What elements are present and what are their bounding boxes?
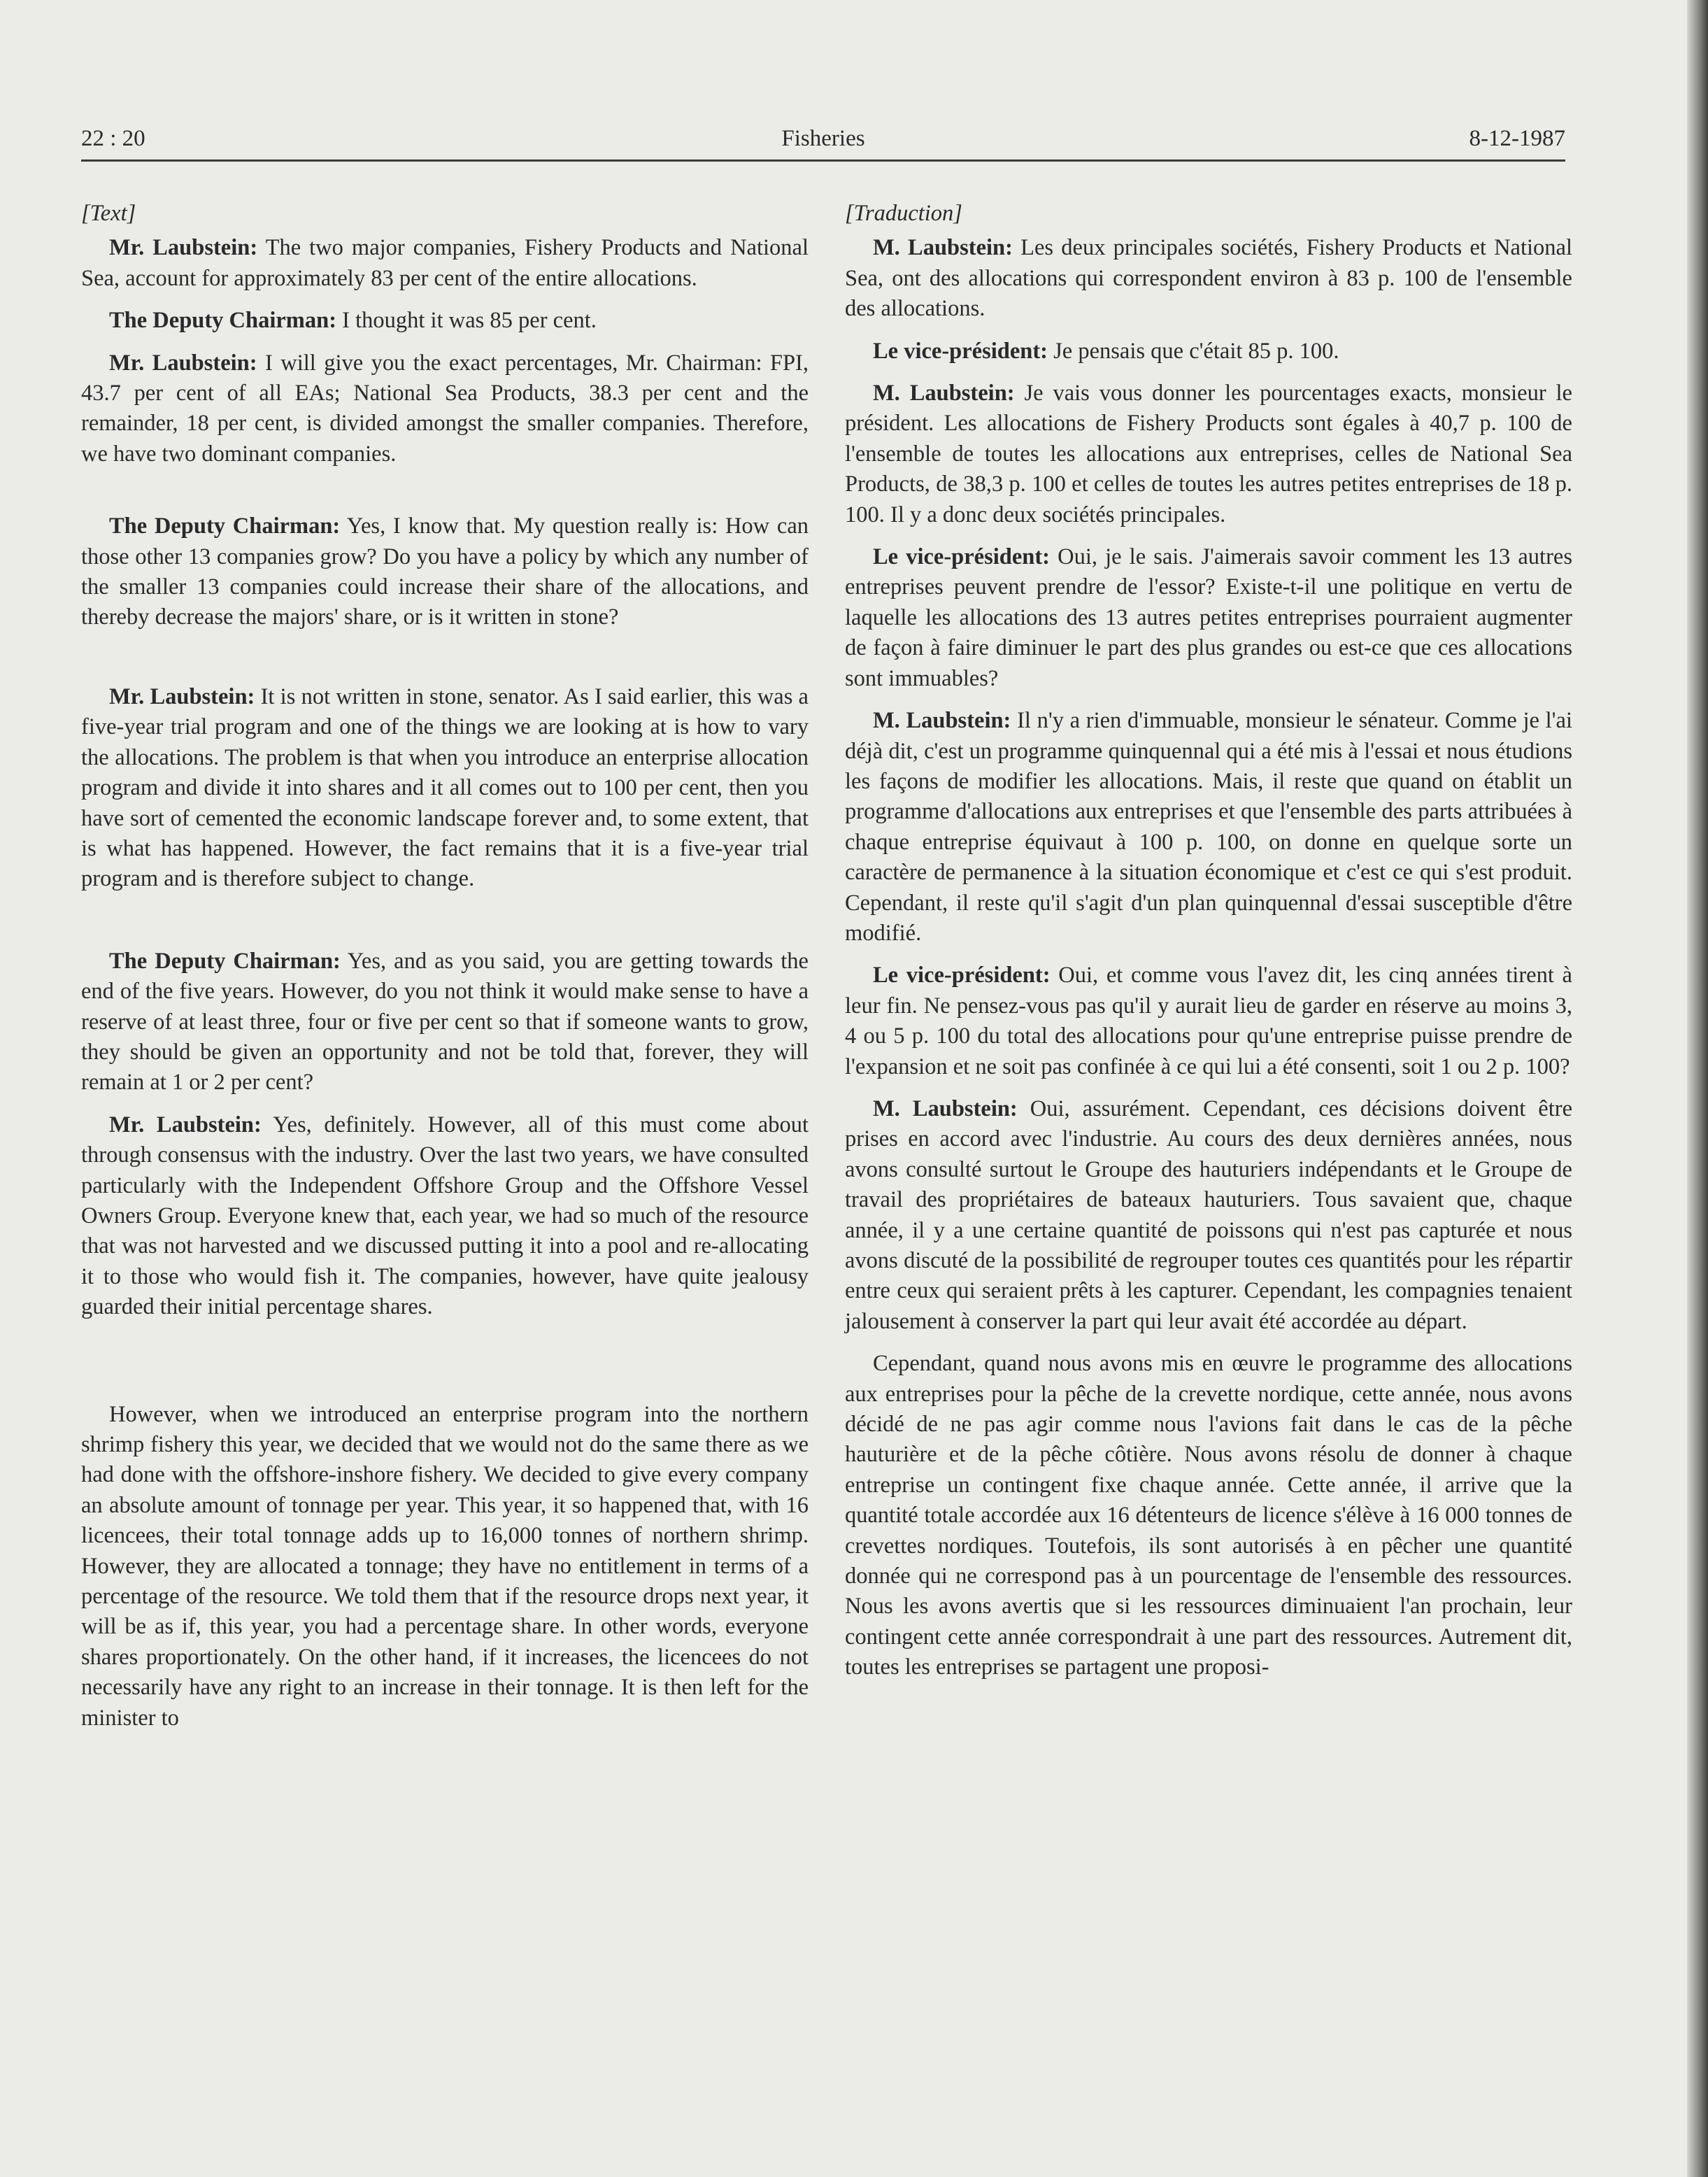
english-column xyxy=(81,199,809,1745)
french-paragraph xyxy=(845,378,1572,530)
speaker-name: M. Laubstein: xyxy=(873,381,1015,406)
english-paragraph xyxy=(81,348,809,470)
english-paragraph xyxy=(81,1110,809,1323)
speech-text: Oui, assurément. Cependant, ces décisions doivent être prises en accord avec l'industrie. Au cours des deux dernières années, nous avons consulté surtout le Groupe des hauturiers indépendants et le Groupe de travail des propriétaires de bateaux hauturiers. Tous savaient que, chaque année, il y a une certaine quantité de poissons qui n'est pas capturée et nous avons discuté de la possibilité de regrouper toutes ces quantités pour les répartir entre ceux qui seraient prêts à les capturer. Cependant, les compagnies tenaient jalousement à conserver la part qui leur avait été accordée au départ. xyxy=(845,1095,1572,1334)
speech-text: Oui, et comme vous l'avez dit, les cinq années tirent à leur fin. Ne pensez-vous pas qu'il y aurait lieu de garder en réserve au moins 3, 4 ou 5 p. 100 du total des allocations pour qu'une entreprise puisse prendre de l'expansion et ne soit pas confinée à ce qui lui a été consenti, soit 1 ou 2 p. 100? xyxy=(845,963,1572,1079)
speaker-name: The Deputy Chairman: xyxy=(109,513,341,539)
text-tag: [Text] xyxy=(81,201,136,226)
header-rule xyxy=(81,159,1565,162)
french-paragraph xyxy=(845,542,1572,694)
speech-text: It is not written in stone, senator. As I said earlier, this was a five-year trial program and one of the things we are looking at is how to vary the allocations. The problem is that when you introduce an enterprise allocation program and divide it into shares and it all comes out to 100 per cent, then you have sort of cemented the economic landscape forever and, to some extent, that is what has happened. However, the fact remains that it is a five-year trial program and is therefore subject to change. xyxy=(81,683,809,892)
french-paragraph xyxy=(845,960,1572,1082)
speech-text: Oui, je le sais. J'aimerais savoir comment les 13 autres entreprises peuvent prendre de l'essor? Existe-t-il une politique en vertu de laquelle les allocations des 13 autres petites entreprises pourraient augmenter de façon à faire diminuer le part des plus grandes ou est-ce que ces allocations sont immuables? xyxy=(845,544,1572,691)
speech-text: Les deux principales sociétés, Fishery Products et National Sea, ont des allocations qui correspondent environ à 83 p. 100 de l'ensemble des allocations. xyxy=(845,235,1572,322)
speaker-name: Mr. Laubstein: xyxy=(109,235,258,261)
speaker-name: Mr. Laubstein: xyxy=(109,1112,262,1137)
french-paragraph xyxy=(845,1349,1572,1682)
speaker-name: The Deputy Chairman: xyxy=(109,948,341,974)
english-paragraph xyxy=(81,1400,809,1733)
speaker-name: Le vice-président: xyxy=(873,544,1050,570)
speech-text: Je vais vous donner les pourcentages exacts, monsieur le président. Les allocations de Fishery Products sont égales à 40,7 p. 100 de l'ensemble de toutes les allocations aux entreprises, celles de National Sea Products, de 38,3 p. 100 et celles de toutes les autres petites entreprises de 18 p. 100. Il y a donc deux sociétés principales. xyxy=(845,381,1572,527)
english-paragraph xyxy=(81,946,809,1098)
page-edge-shadow xyxy=(1687,0,1708,2177)
speaker-name: Mr. Laubstein: xyxy=(109,350,257,376)
speech-text: However, when we introduced an enterprise program into the northern shrimp fishery this year, we decided that we would not do the same there as we had done with the offshore-inshore fishery. We decided to give every company an absolute amount of tonnage per year. This year, it so happened that, with 16 licencees, their total tonnage adds up to 16,000 tonnes of northern shrimp. However, they are allocated a tonnage; they have no entitlement in terms of a percentage of the resource. We told them that if the resource drops next year, it will be as if, this year, you had a percentage share. In other words, everyone shares proportionately. On the other hand, if it increases, the licencees do not necessarily have any right to an increase in their tonnage. It is then left for the minister to xyxy=(81,1401,809,1731)
running-header xyxy=(81,123,1565,159)
english-paragraph xyxy=(81,682,809,895)
speech-text: Cependant, quand nous avons mis en œuvre le programme des allocations aux entreprises pour la pêche de la crevette nordique, cette année, nous avons décidé de ne pas agir comme nous l'avions fait dans le cas de la pêche hauturière et de la pêche côtière. Nous avons résolu de donner à chaque entreprise un contingent fixe chaque année. Cette année, il arrive que la quantité totale accordée aux 16 détenteurs de licence s'élève à 16 000 tonnes de crevettes nordiques. Toutefois, ils sont autorisés à en pêcher une quantité donnée qui ne correspond pas à un pourcentage de l'ensemble des ressources. Nous les avons avertis que si les ressources diminuaient l'an prochain, leur contingent cette année correspondrait à une part des ressources. Autrement dit, toutes les entreprises se partagent une proposi- xyxy=(845,1351,1572,1680)
english-paragraph xyxy=(81,511,809,633)
english-paragraph xyxy=(81,233,809,294)
speech-text: Je pensais que c'était 85 p. 100. xyxy=(1048,338,1339,364)
speech-text: Yes, I know that. My question really is: How can those other 13 companies grow? Do you have a policy by which any number of the smaller 13 companies could increase their share of the allocations, and thereby decrease the majors' share, or is it written in stone? xyxy=(81,513,809,630)
speech-text: I will give you the exact percentages, Mr. Chairman: FPI, 43.7 per cent of all EAs; National Sea Products, 38.3 per cent and the remainder, 18 per cent, is divided amongst the smaller companies. Therefore, we have two dominant companies. xyxy=(81,350,809,467)
speaker-name: M. Laubstein: xyxy=(873,708,1011,734)
speech-text: Il n'y a rien d'immuable, monsieur le sénateur. Comme je l'ai déjà dit, c'est un programme quinquennal qui a été mis à l'essai et nous étudions les façons de modifier les allocations. Mais, il reste que quand on établit un programme d'allocations aux entreprises et que l'ensemble des parts attribuées à chaque entreprise équivaut à 100 p. 100, on donne en quelque sorte un caractère de permanence à la situation économique et c'est ce qui s'est produit. Cependant, il reste qu'il s'agit d'un plan quinquennal d'essai susceptible d'être modifié. xyxy=(845,708,1572,946)
speaker-name: The Deputy Chairman: xyxy=(109,308,337,334)
french-paragraph xyxy=(845,336,1572,367)
english-paragraph xyxy=(81,306,809,336)
page-number: 22 : 20 xyxy=(81,126,145,151)
translation-tag: [Traduction] xyxy=(845,201,962,226)
page-title: Fisheries xyxy=(781,126,865,151)
french-paragraph xyxy=(845,233,1572,324)
speaker-name: M. Laubstein: xyxy=(873,235,1013,261)
speech-text: Yes, definitely. However, all of this must come about through consensus with the industry. Over the last two years, we have consulted particularly with the Independent Offshore Group and the Offshore Vessel Owners Group. Everyone knew that, each year, we had so much of the resource that was not harvested and we discussed putting it into a pool and re-allocating it to those who would fish it. The companies, however, have quite jealousy guarded their initial percentage shares. xyxy=(81,1112,809,1320)
speaker-name: Le vice-président: xyxy=(873,338,1048,364)
french-column xyxy=(845,199,1572,1695)
speaker-name: Mr. Laubstein: xyxy=(109,683,255,709)
speech-text: I thought it was 85 per cent. xyxy=(336,308,597,334)
page-date: 8-12-1987 xyxy=(1469,126,1565,151)
speaker-name: M. Laubstein: xyxy=(873,1095,1018,1121)
speech-text: The two major companies, Fishery Products and National Sea, account for approximately 83 per cent of the entire allocations. xyxy=(81,235,809,291)
speech-text: Yes, and as you said, you are getting towards the end of the five years. However, do you not think it would make sense to have a reserve of at least three, four or five per cent so that if someone wants to grow, they should be given an opportunity and not be told that, forever, they will remain at 1 or 2 per cent? xyxy=(81,948,809,1095)
speaker-name: Le vice-président: xyxy=(873,963,1051,988)
french-paragraph xyxy=(845,1094,1572,1337)
french-paragraph xyxy=(845,706,1572,949)
